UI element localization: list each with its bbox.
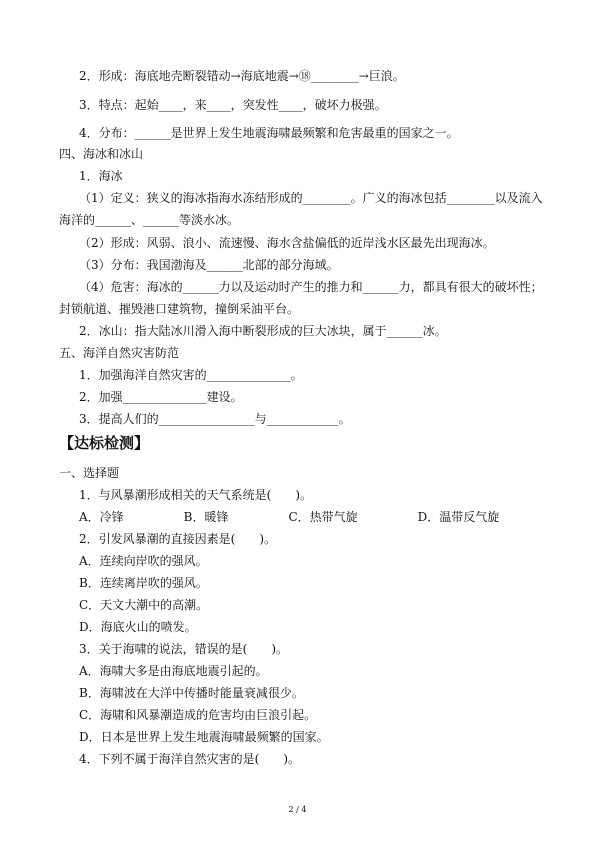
text-line: 1．加强海洋自然灾害的______________。 [79,368,303,382]
text-line: （3）分布：我国渤海及______北部的部分海域。 [79,258,339,272]
text-line: 2．冰山：指大陆冰川滑入海中断裂形成的巨大冰块，属于______冰。 [79,324,447,338]
answer-option: C．海啸和风暴潮造成的危害均由巨浪引起。 [79,708,317,722]
question-stem: 4．下列不属于海洋自然灾害的是( )。 [79,752,300,766]
answer-option: D．海底火山的喷发。 [79,620,197,634]
subsection-heading: 1．海冰 [79,169,123,183]
text-line: 海洋的______、______等淡水冰。 [59,213,240,227]
text-line: 4．分布：______是世界上发生地震海啸最频繁和危害最重的国家之一。 [79,126,459,140]
assessment-heading: 【达标检测】 [59,434,150,452]
text-line: （2）形成：风弱、浪小、流速慢、海水含盐偏低的近岸浅水区最先出现海冰。 [79,236,495,250]
question-stem: 1．与风暴潮形成相关的天气系统是( )。 [79,488,312,502]
section-heading: 四、海冰和冰山 [59,147,144,161]
answer-option: D．日本是世界上发生地震海啸最频繁的国家。 [79,730,329,744]
text-line: 封锁航道、摧毁港口建筑物，撞倒采油平台。 [59,302,300,316]
answer-option: B．海啸波在大洋中传播时能量衰减很少。 [79,686,304,700]
question-stem: 2．引发风暴潮的直接因素是( )。 [79,532,276,546]
answer-options: A．冷锋 B．暖锋 C．热带气旋 D．温带反气旋 [79,510,500,524]
text-line: 2．加强______________建设。 [79,390,243,404]
section-heading: 一、选择题 [59,466,120,480]
answer-option: C．天文大潮中的高潮。 [79,598,209,612]
question-stem: 3．关于海啸的说法，错误的是( )。 [79,642,288,656]
text-line: （1）定义：狭义的海冰指海水冻结形成的________。广义的海冰包括________以及流入 [79,191,543,205]
answer-option: B．连续离岸吹的强风。 [79,576,208,590]
text-line: 3．提高人们的________________与____________。 [79,412,351,426]
answer-option: A．海啸大多是由海底地震引起的。 [79,664,268,678]
page-number: 2 / 4 [288,805,307,814]
text-line: （4）危害：海冰的______力以及运动时产生的推力和______力，都具有很大的破坏性； [79,280,543,294]
answer-option: A．连续向岸吹的强风。 [79,554,208,568]
text-line: 2．形成：海底地壳断裂错动→海底地震→⑱________→巨浪。 [79,69,405,83]
text-line: 3．特点：起始____，来____，突发性____，破坏力极强。 [79,98,387,112]
section-heading: 五、海洋自然灾害防范 [59,346,180,360]
